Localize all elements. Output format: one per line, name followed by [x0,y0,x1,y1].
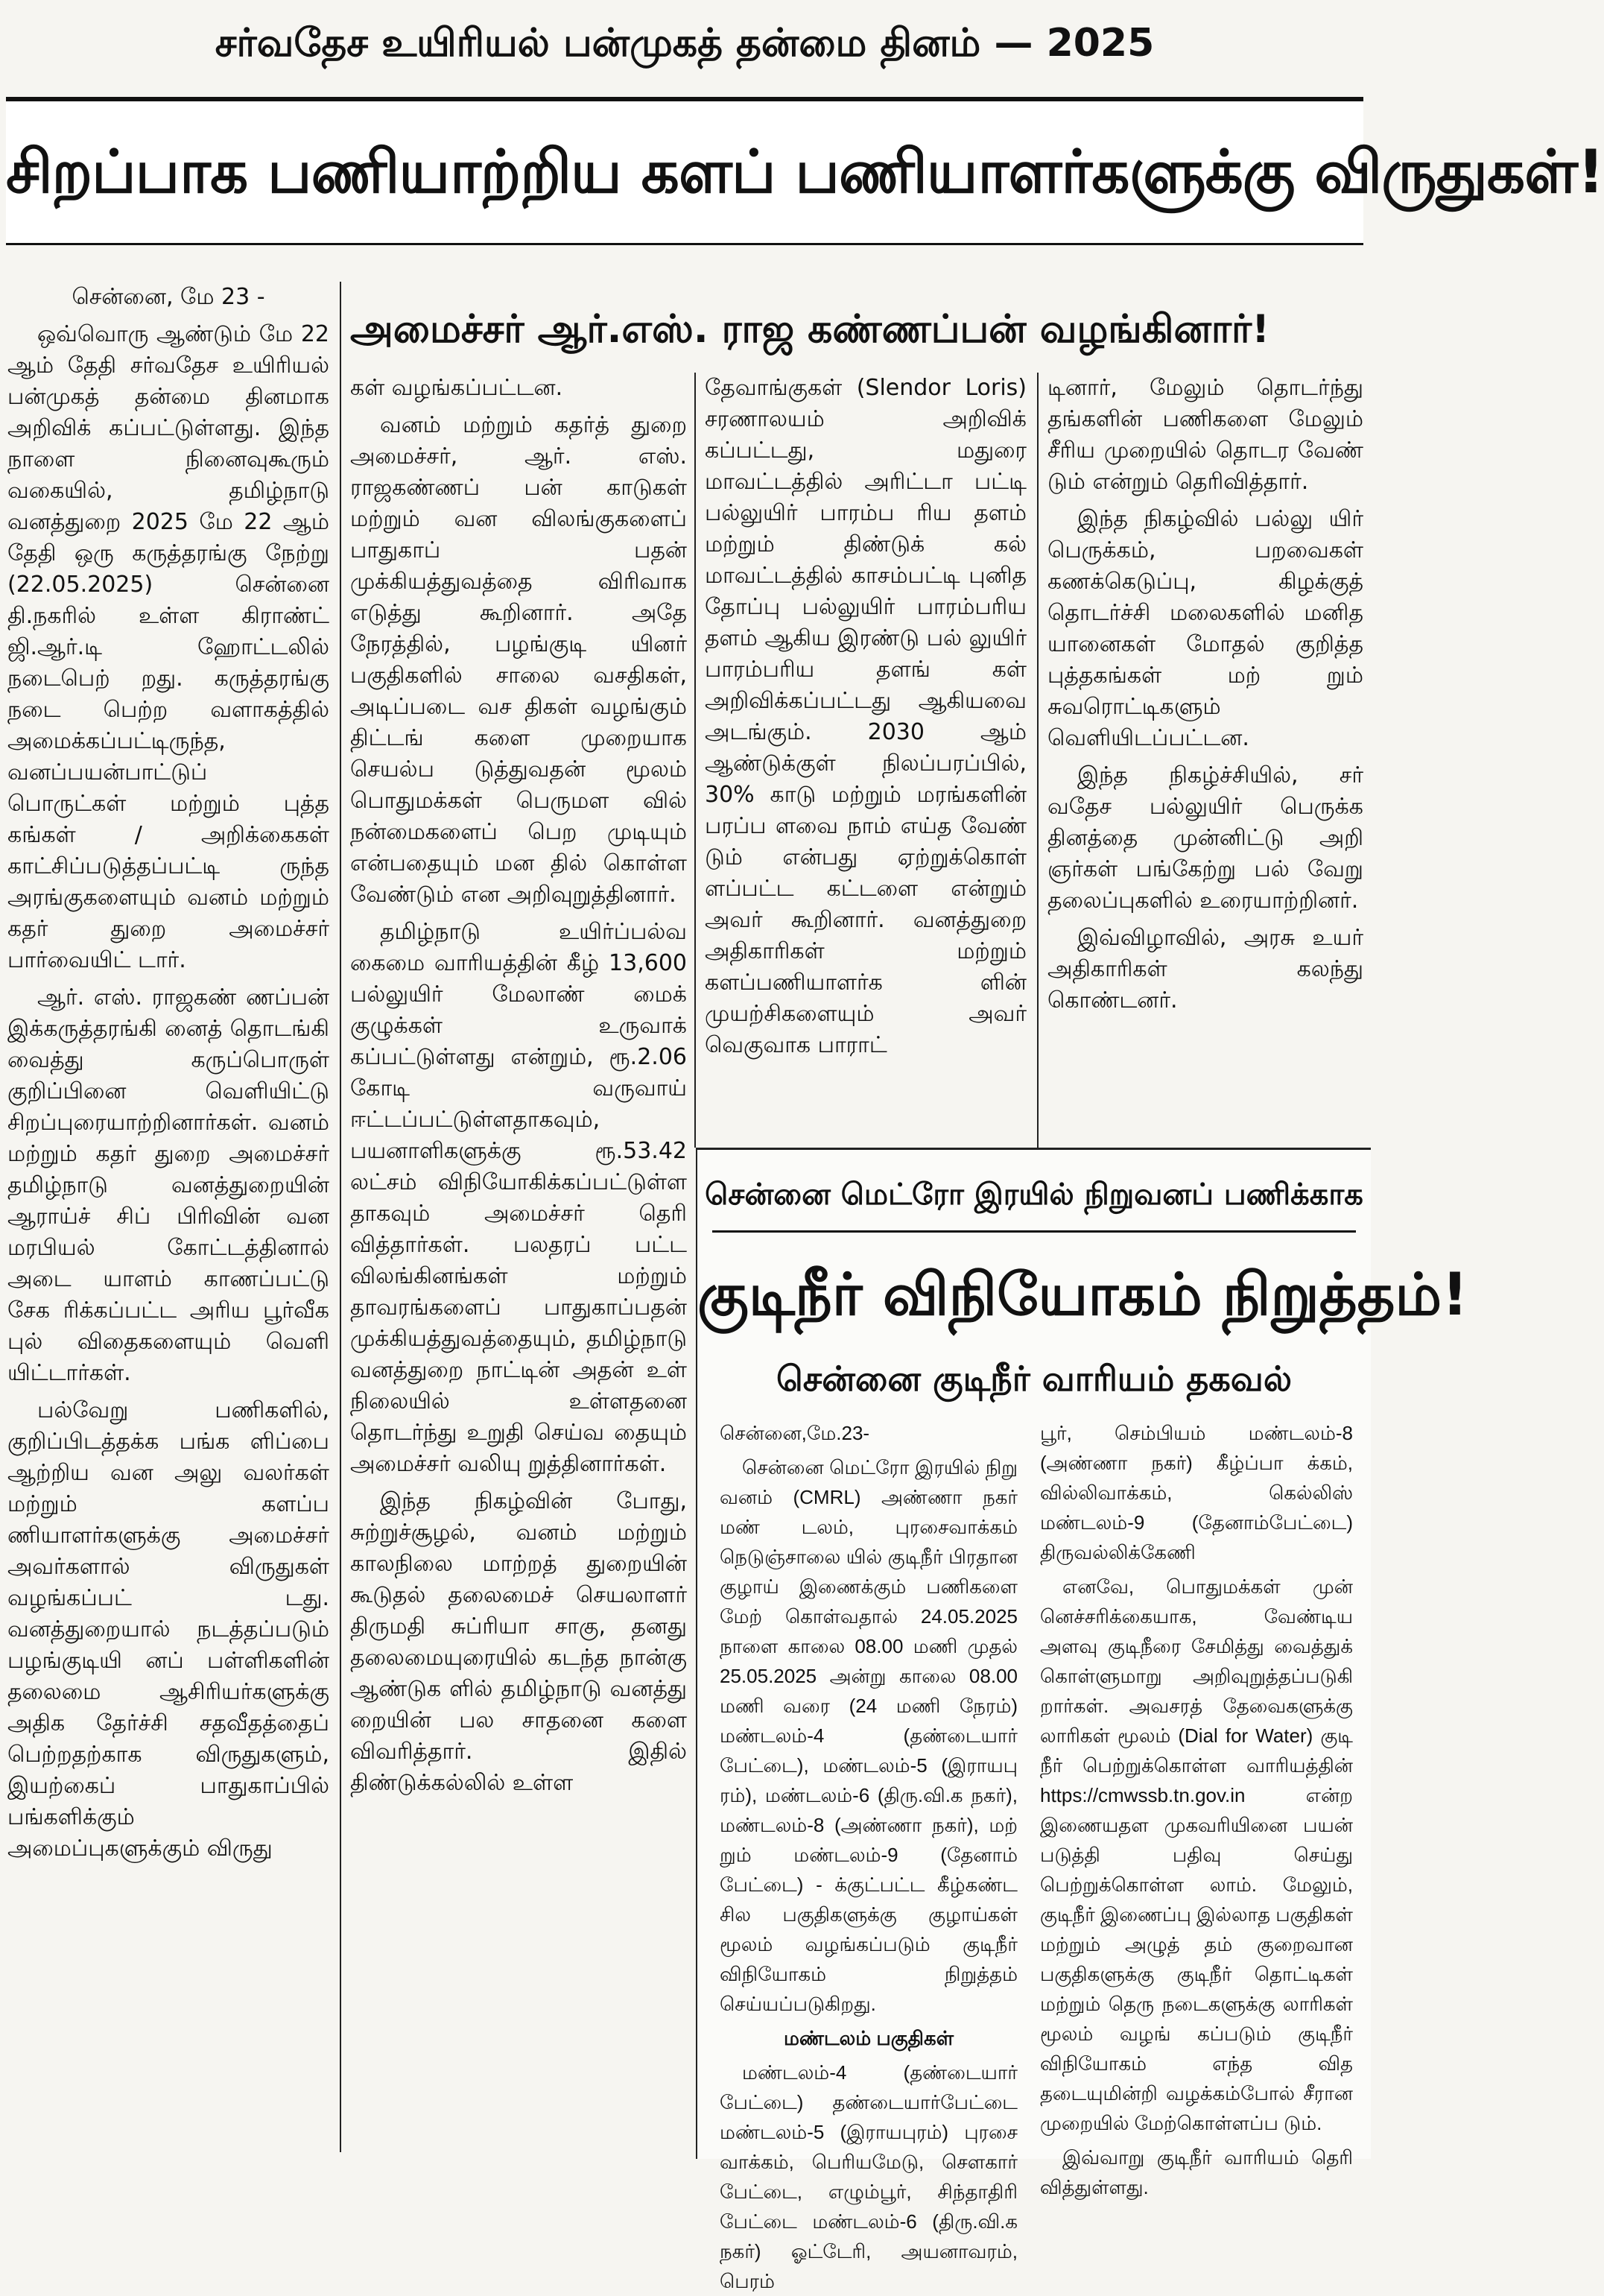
box-paragraph: இவ்வாறு குடிநீர் வாரியம் தெரி வித்துள்ளது. [1040,2146,1353,2198]
article-paragraph: ஆர். எஸ். ராஜகண் ணப்பன் இக்கருத்தரங்கி னைத் தொடங்கி வைத்து கருப்பொருள் குறிப்பினை வெளியிட்டு சிறப்புரையாற்றினார்கள். வனம் மற்றும் கதர் துறை அமைச்சர் தமிழ்நாடு வனத்துறையின் ஆராய்ச் சிப் பிரிவின் வன மரபியல் கோட்டத்தினால் அடை யாளம் காணப்பட்டு சேக ரிக்கப்பட்ட அரிய பூர்வீக புல் விதைகளையும் வெளி யிட்டார்கள். [7,984,329,1386]
article-paragraph: இந்த நிகழ்வில் பல்லு யிர் பெருக்கம், பறவைகள் கணக்கெடுப்பு, கிழக்குத் தொடர்ச்சி மலைகளில் மனித யானைகள் மோதல் குறித்த புத்தகங்கள் மற் றும் சுவரொட்டிகளும் வெளியிடப்பட்டன. [1047,506,1363,751]
column-divider [694,373,696,1148]
article-column-2 [350,373,687,2152]
column-divider [1037,373,1039,1148]
article-paragraph: வனம் மற்றும் கதர்த் துறை அமைச்சர், ஆர். எஸ். ராஜகண்ணப் பன் காடுகள் மற்றும் வன விலங்குகளைப் பாதுகாப் பதன் முக்கியத்துவத்தை விரிவாக எடுத்து கூறினார். அதே நேரத்தில், பழங்குடி யினர் பகுதிகளில் சாலை வசதிகள், அடிப்படை வச திகள் வழங்கும் திட்டங் களை முறையாக செயல்ப டுத்துவதன் மூலம் பொதுமக்கள் பெருமள வில் நன்மைகளைப் பெற முடியும் என்பதையும் மன தில் கொள்ள வேண்டும் என அறிவுறுத்தினார். [350,412,687,908]
article-paragraph: இவ்விழாவில், அரசு உயர் அதிகாரிகள் கலந்து கொண்டனர். [1047,925,1363,1013]
box-headline: குடிநீர் விநியோகம் நிறுத்தம்! [697,1262,1468,1329]
article-paragraph: தமிழ்நாடு உயிர்ப்பல்வ கைமை வாரியத்தின் கீழ் 13,600 பல்லுயிர் மேலாண் மைக் குழுக்கள் உருவாக் கப்பட்டுள்ளது என்றும், ரூ.2.06 கோடி வருவாய் ஈட்டப்பட்டுள்ளதாகவும், பயனாளிகளுக்கு ரூ.53.42 லட்சம் விநியோகிக்கப்பட்டுள்ள தாகவும் அமைச்சர் தெரி வித்தார்கள். பலதரப் பட்ட விலங்கினங்கள் மற்றும் தாவரங்களைப் பாதுகாப்பதன் முக்கியத்துவத்தையும், தமிழ்நாடு வனத்துறை நாட்டின் அதன் உள் நிலையில் உள்ளதனை தொடர்ந்து உறுதி செய்வ தையும் அமைச்சர் வலியு றுத்தினார்கள். [350,919,687,1477]
article-paragraph: டினார், மேலும் தொடர்ந்து தங்களின் பணிகளை மேலும் சீரிய முறையில் தொடர வேண் டும் என்றும் தெரிவித்தார். [1047,375,1363,495]
article-paragraph: தேவாங்குகள் (Slendor Loris) சரணாலயம் அறிவிக் கப்பட்டது, மதுரை மாவட்டத்தில் அரிட்டா பட்டி பல்லுயிர் பாரம்ப ரிய தளம் மற்றும் திண்டுக் கல் மாவட்டத்தில் காசம்பட்டி புனித தோப்பு பல்லுயிர் பாரம்பரிய தளம் ஆகிய இரண்டு பல் லுயிர் பாரம்பரிய தளங் கள் அறிவிக்கப்பட்டது ஆகியவை அடங்கும். 2030 ஆம் ஆண்டுக்குள் நிலப்பரப்பில், 30% காடு மற்றும் மரங்களின் பரப்ப ளவை நாம் எய்த வேண் டும் என்பது ஏற்றுக்கொள் ளப்பட்ட கட்டளை என்றும் அவர் கூறினார். வனத்துறை அதிகாரிகள் மற்றும் களப்பணியாளர்க ளின் முயற்சிகளையும் அவர் வெகுவாக பாராட் [705,375,1027,1058]
article-column-1 [7,282,329,2152]
box-kicker: சென்னை மெட்ரோ இரயில் நிறுவனப் பணிக்காக [705,1177,1363,1212]
box-paragraph: சென்னை மெட்ரோ இரயில் நிறு வனம் (CMRL) அண்ணா நகர் மண் டலம், புரசைவாக்கம் நெடுஞ்சாலை யில் குடிநீர் பிரதான குழாய் இணைக்கும் பணிகளை மேற் கொள்வதால் 24.05.2025 நாளை காலை 08.00 மணி முதல் 25.05.2025 அன்று காலை 08.00 மணி வரை (24 மணி நேரம்) மண்டலம்-4 (தண்டையார் பேட்டை), மண்டலம்-5 (இராயபு ரம்), மண்டலம்-6 (திரு.வி.க நகர்), மண்டலம்-8 (அண்ணா நகர்), மற் றும் மண்டலம்-9 (தேனாம் பேட்டை) - க்குட்பட்ட கீழ்கண்ட சில பகுதிகளுக்கு குழாய்கள் மூலம் வழங்கப்படும் குடிநீர் விநியோகம் நிறுத்தம் செய்யப்படுகிறது. [720,1456,1018,2015]
article-paragraph: இந்த நிகழ்ச்சியில், சர் வதேச பல்லுயிர் பெருக்க தினத்தை முன்னிட்டு அறி ஞர்கள் பங்கேற்று பல் வேறு தலைப்புகளில் உரையாற்றினர். [1047,762,1363,914]
box-subheadline: சென்னை குடிநீர் வாரியம் தகவல் [776,1359,1292,1399]
article-dateline: சென்னை, மே 23 - [72,284,265,310]
headline: சிறப்பாக பணியாற்றிய களப் பணியாளர்களுக்கு விருதுகள்! [6,97,1363,245]
article-paragraph: இந்த நிகழ்வின் போது, சுற்றுச்சூழல், வனம் மற்றும் காலநிலை மாற்றத் துறையின் கூடுதல் தலைமைச் செயலாளர் திருமதி சுப்ரியா சாகு, தனது தலைமையுரையில் கடந்த நான்கு ஆண்டுக ளில் தமிழ்நாடு வனத்து றையின் பல சாதனை களை விவரித்தார். இதில் திண்டுக்கல்லில் உள்ள [350,1488,687,1796]
water-supply-box [696,1148,1468,2292]
box-paragraph: மண்டலம்-4 (தண்டையார் பேட்டை) தண்டையார்பேட்டை மண்டலம்-5 (இராயபுரம்) புரசை வாக்கம், பெரியமேடு, சௌகார் பேட்டை, எழும்பூர், சிந்தாதிரி பேட்டை மண்டலம்-6 (திரு.வி.க நகர்) ஓட்டேரி, அயனாவரம், பெரம் [720,2061,1018,2292]
article-paragraph: பல்வேறு பணிகளில், குறிப்பிடத்தக்க பங்க ளிப்பை ஆற்றிய வன அலு வலர்கள் மற்றும் களப்ப ணியாளர்களுக்கு அமைச்சர் அவர்களால் விருதுகள் வழங்கப்பட் டது. வனத்துறையால் நடத்தப்படும் பழங்குடியி னப் பள்ளிகளின் தலைமை ஆசிரியர்களுக்கு அதிக தேர்ச்சி சதவீதத்தைப் பெற்றதற்காக விருதுகளும், இயற்கைப் பாதுகாப்பில் பங்களிக்கும் அமைப்புகளுக்கும் விருது [7,1397,329,1862]
column-divider [340,282,341,2152]
box-column-1 [720,1418,1018,2292]
box-divider [712,1230,1356,1233]
box-dateline: சென்னை,மே.23- [720,1422,870,1444]
box-section-heading: மண்டலம் பகுதிகள் [783,2027,954,2049]
subheadline: அமைச்சர் ஆர்.எஸ். ராஜ கண்ணப்பன் வழங்கினார்! [350,307,1269,352]
article-column-3 [705,373,1027,1140]
article-column-4 [1047,373,1363,1140]
article-paragraph: ஒவ்வொரு ஆண்டும் மே 22 ஆம் தேதி சர்வதேச உயிரியல் பன்முகத் தன்மை தினமாக அறிவிக் கப்பட்டுள்ளது. இந்த நாளை நினைவுகூரும் வகையில், தமிழ்நாடு வனத்துறை 2025 மே 22 ஆம் தேதி ஒரு கருத்தரங்கு நேற்று (22.05.2025) சென்னை தி.நகரில் உள்ள கிராண்ட் ஜி.ஆர்.டி ஹோட்டலில் நடைபெற் றது. கருத்தரங்கு நடை பெற்ற வளாகத்தில் அமைக்கப்பட்டிருந்த, வனப்பயன்பாட்டுப் பொருட்கள் மற்றும் புத்த கங்கள் / அறிக்கைகள் காட்சிப்படுத்தப்பட்டி ருந்த அரங்குகளையும் வனம் மற்றும் கதர் துறை அமைச்சர் பார்வையிட் டார். [7,321,329,973]
box-column-2 [1040,1418,1353,2198]
article-paragraph: கள் வழங்கப்பட்டன. [350,375,563,401]
box-paragraph: பூர், செம்பியம் மண்டலம்-8 (அண்ணா நகர்) கீழ்ப்பா க்கம், வில்லிவாக்கம், கெல்லிஸ் மண்டலம்-9 (தேனாம்பேட்டை) திருவல்லிக்கேணி [1040,1422,1353,1563]
supertitle: சர்வதேச உயிரியல் பன்முகத் தன்மை தினம் — 2025 [215,21,1155,66]
box-paragraph: எனவே, பொதுமக்கள் முன் னெச்சரிக்கையாக, வேண்டிய அளவு குடிநீரை சேமித்து வைத்துக் கொள்ளுமாறு அறிவுறுத்தப்படுகி றார்கள். அவசரத் தேவைகளுக்கு லாரிகள் மூலம் (Dial for Water) குடி நீர் பெற்றுக்கொள்ள வாரியத்தின் https://cmwssb.tn.gov.in என்ற இணையதள முகவரியினை பயன் படுத்தி பதிவு செய்து பெற்றுக்கொள்ள லாம். மேலும், குடிநீர் இணைப்பு இல்லாத பகுதிகள் மற்றும் அழுத் தம் குறைவான பகுதிகளுக்கு குடிநீர் தொட்டிகள் மற்றும் தெரு நடைகளுக்கு லாரிகள் மூலம் வழங் கப்படும் குடிநீர் விநியோகம் எந்த வித தடையுமின்றி வழக்கம்போல் சீரான முறையில் மேற்கொள்ளப்ப டும். [1040,1575,1353,2134]
